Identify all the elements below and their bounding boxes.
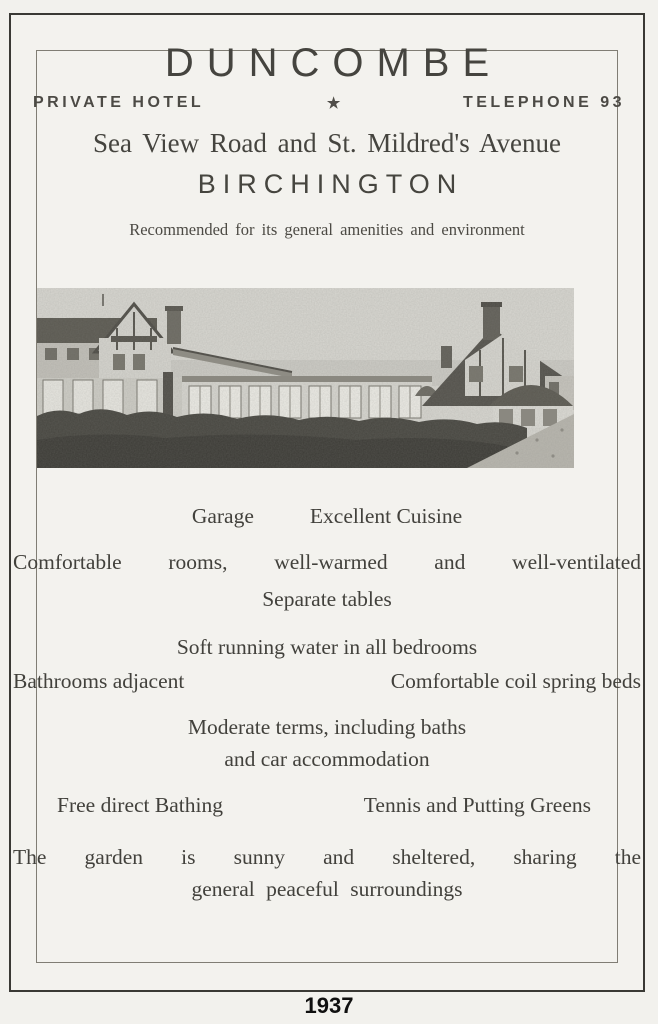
telephone-label: TELEPHONE 93 <box>462 94 625 111</box>
feature-bathrooms: Bathrooms adjacent <box>13 669 185 693</box>
feature-soft-water: Soft running water in all bedrooms <box>176 635 478 659</box>
advert-content <box>11 15 643 990</box>
feature-garden-line1: The garden is sunny and sheltered, sharing the <box>13 845 641 869</box>
feature-bathrooms-beds <box>11 669 643 693</box>
photo-grain-overlay <box>37 288 574 468</box>
recommendation-tagline: Recommended for its general amenities and environment <box>129 220 525 239</box>
feature-garage: Garage <box>191 504 254 528</box>
feature-cuisine: Excellent Cuisine <box>309 504 463 528</box>
hotel-photograph <box>37 288 574 468</box>
feature-beds: Comfortable coil spring beds <box>390 669 641 693</box>
feature-tennis: Tennis and Putting Greens <box>363 793 591 817</box>
advert-outer-border <box>9 13 645 992</box>
feature-separate-tables: Separate tables <box>262 587 392 611</box>
subtitle-row <box>11 94 643 112</box>
feature-bathing-tennis <box>11 793 643 817</box>
street-address: Sea View Road and St. Mildred's Avenue <box>93 128 561 158</box>
feature-garden-line2: general peaceful surroundings <box>191 877 463 901</box>
star-icon: ★ <box>326 95 341 112</box>
feature-rooms: Comfortable rooms, well-warmed and well-ventilated <box>13 550 641 574</box>
hotel-name-title: DUNCOMBE <box>164 41 503 85</box>
hotel-type-label: PRIVATE HOTEL <box>33 94 205 111</box>
year-caption: 1937 <box>304 993 354 1018</box>
feature-bathing: Free direct Bathing <box>57 793 223 817</box>
feature-garage-cuisine <box>11 504 643 528</box>
feature-terms-line1: Moderate terms, including baths <box>187 715 467 739</box>
town-name: BIRCHINGTON <box>197 169 464 199</box>
feature-terms-line2: and car accommodation <box>224 747 430 771</box>
feature-list <box>11 504 643 901</box>
